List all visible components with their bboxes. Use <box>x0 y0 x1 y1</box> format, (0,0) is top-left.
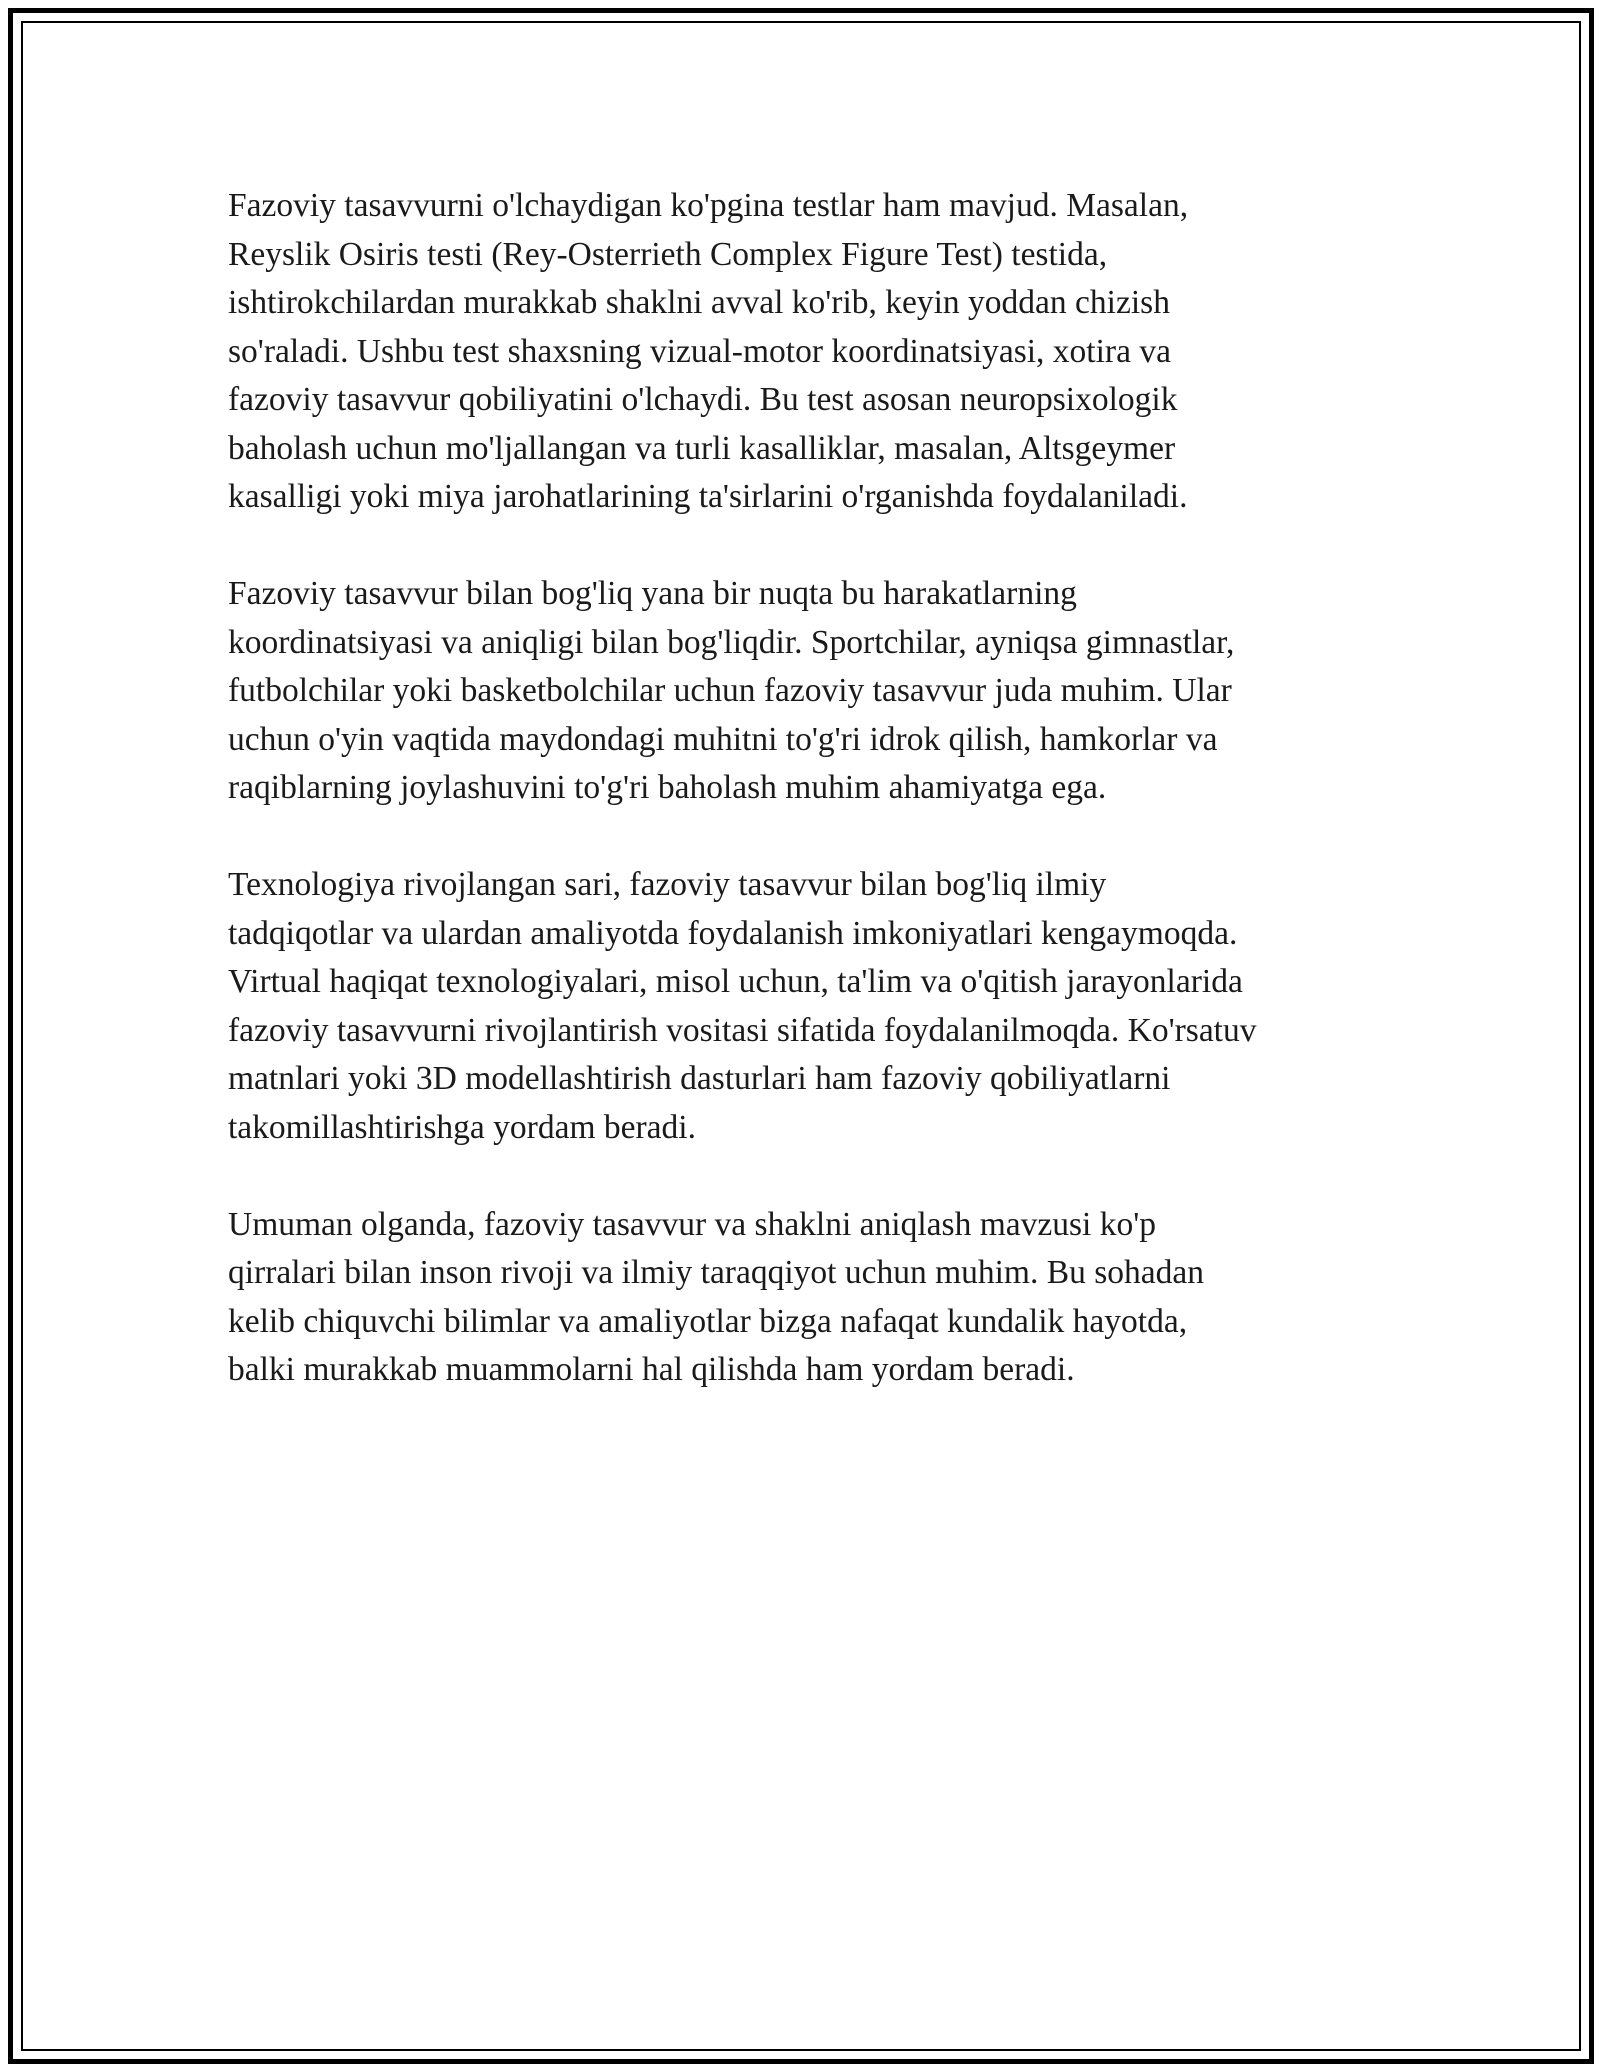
paragraph-2: Fazoviy tasavvur bilan bog'liq yana bir nuqta bu harakatlarning koordinatsiyasi va aniqligi bilan bog'liqdir. Sportchilar, ayniqsa gimnastlar, futbolchilar yoki basketbolchilar uchun fazoviy tasavvur juda muhim. Ular uchun o'yin vaqtida maydondagi muhitni to'g'ri idrok qilish, hamkorlar va raqiblarning joylashuvini to'g'ri baholash muhim ahamiyatga ega. <box>228 575 1235 806</box>
paragraph-3: Texnologiya rivojlangan sari, fazoviy tasavvur bilan bog'liq ilmiy tadqiqotlar va ulardan amaliyotda foydalanish imkoniyatlari kengaymoqda. Virtual haqiqat texnologiyalari, misol uchun, ta'lim va o'qitish jarayonlarida fazoviy tasavvurni rivojlantirish vositasi sifatida foydalanilmoqda. Ko'rsatuv matnlari yoki 3D modellashtirish dasturlari ham fazoviy qobiliyatlarni takomillashtirishga yordam beradi. <box>228 866 1257 1146</box>
paragraph-4: Umuman olganda, fazoviy tasavvur va shaklni aniqlash mavzusi ko'p qirralari bilan inson rivoji va ilmiy taraqqiyot uchun muhim. Bu sohadan kelib chiquvchi bilimlar va amaliyotlar bizga nafaqat kundalik hayotda, balki murakkab muammolarni hal qilishda ham yordam beradi. <box>228 1205 1204 1388</box>
document-body <box>228 182 1368 1443</box>
paragraph-1: Fazoviy tasavvurni o'lchaydigan ko'pgina testlar ham mavjud. Masalan, Reyslik Osiris testi (Rey-Osterrieth Complex Figure Test) testida, ishtirokchilardan murakkab shaklni avval ko'rib, keyin yoddan chizish so'raladi. Ushbu test shaxsning vizual-motor koordinatsiyasi, xotira va fazoviy tasavvur qobiliyatini o'lchaydi. Bu test asosan neuropsixologik baholash uchun mo'ljallangan va turli kasalliklar, masalan, Altsgeymer kasalligi yoki miya jarohatlarining ta'sirlarini o'rganishda foydalaniladi. <box>228 187 1189 515</box>
